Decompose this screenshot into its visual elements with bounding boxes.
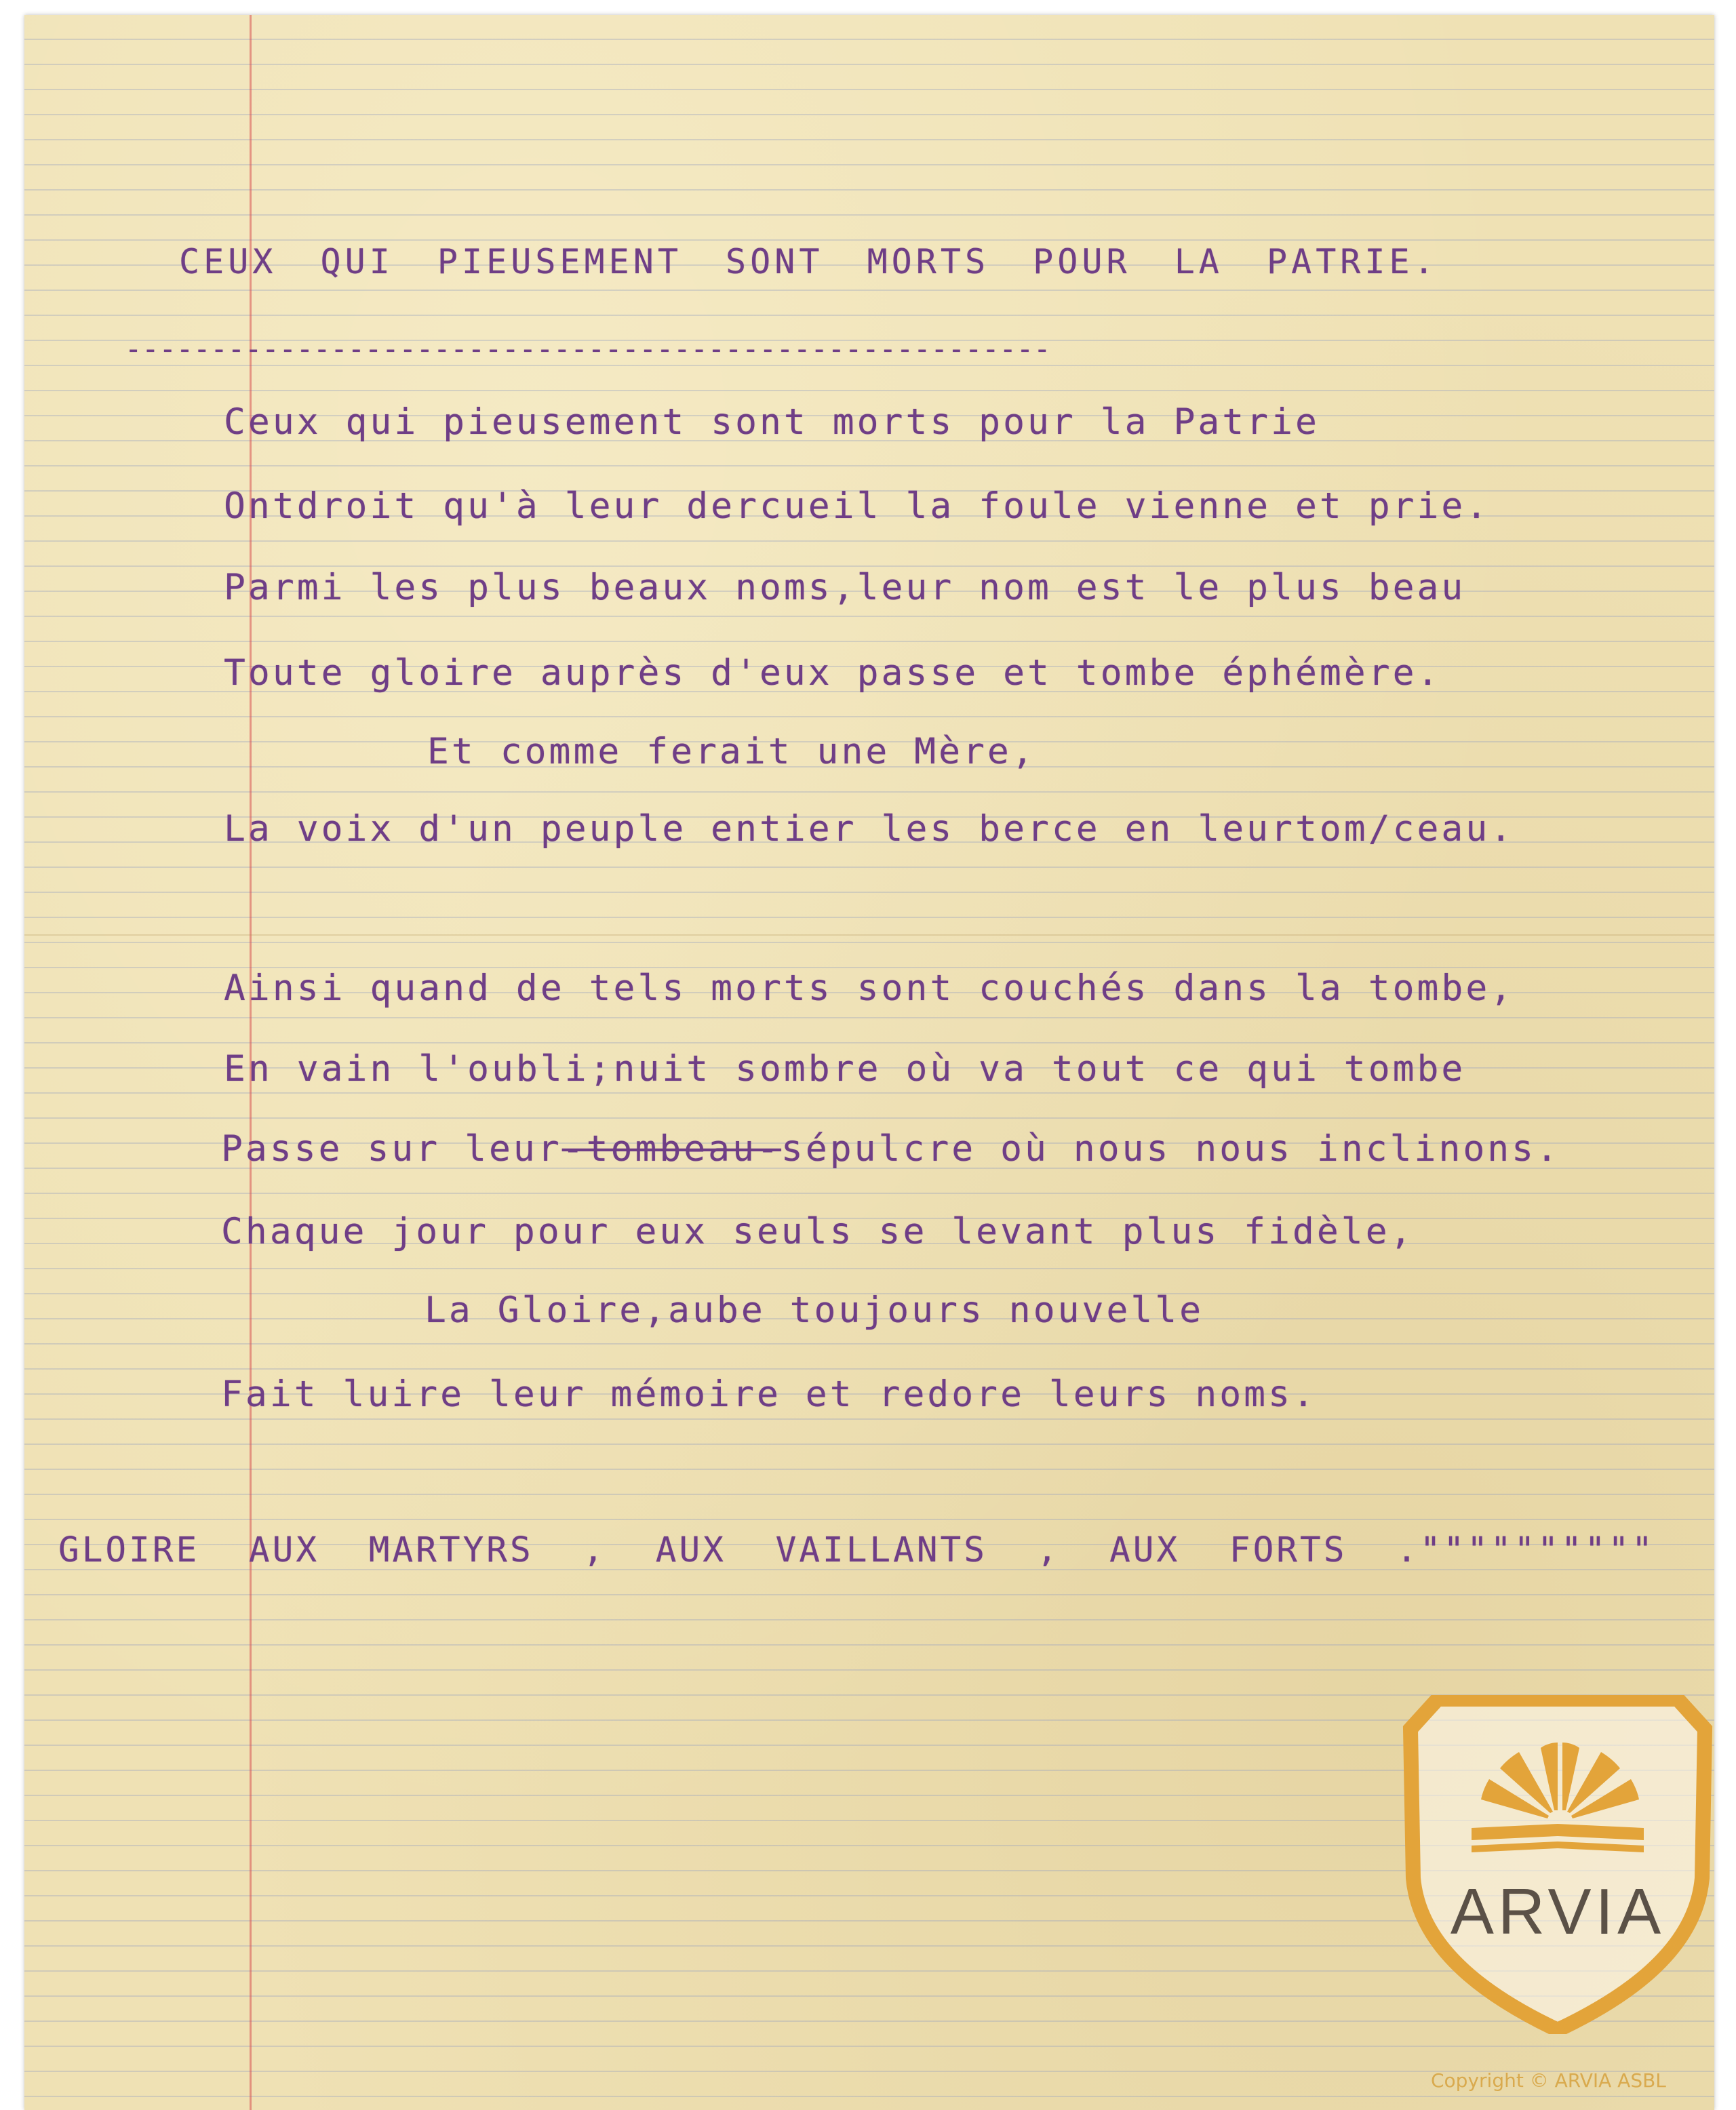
verse-2-5: La Gloire,aube toujours nouvelle bbox=[425, 1290, 1204, 1331]
copyright-notice: Copyright © ARVIA ASBL bbox=[1431, 2069, 1666, 2092]
verse-2-2: En vain l'oubli;nuit sombre où va tout ce qui tombe bbox=[224, 1048, 1466, 1090]
paper-fold bbox=[24, 934, 1714, 936]
verse-2-3-start: Passe sur leur bbox=[221, 1128, 562, 1170]
verse-1-5: Et comme ferait une Mère, bbox=[427, 731, 1036, 772]
title-underline: ------------------------------------------------------ bbox=[125, 332, 1051, 365]
logo-text: ARVIA bbox=[1450, 1875, 1665, 1948]
verse-1-2: Ontdroit qu'à leur dercueil la foule vienne et prie. bbox=[224, 485, 1491, 527]
verse-1-6: La voix d'un peuple entier les berce en leurtom/ceau. bbox=[224, 808, 1515, 850]
arvia-logo-badge bbox=[1397, 1695, 1718, 2034]
verse-1-4: Toute gloire auprès d'eux passe et tombe éphémère. bbox=[224, 652, 1442, 694]
verse-2-3 bbox=[221, 1128, 1560, 1170]
verse-2-4: Chaque jour pour eux seuls se levant plus fidèle, bbox=[221, 1211, 1415, 1252]
struck-word: -tombeau- bbox=[561, 1128, 781, 1170]
closing-line: GLOIRE AUX MARTYRS , AUX VAILLANTS , AUX FORTS ."""""""""" bbox=[58, 1530, 1655, 1570]
poem-title: CEUX QUI PIEUSEMENT SONT MORTS POUR LA PATRIE. bbox=[179, 242, 1438, 281]
verse-1-3: Parmi les plus beaux noms,leur nom est le plus beau bbox=[224, 567, 1466, 608]
verse-1-1: Ceux qui pieusement sont morts pour la Patrie bbox=[224, 401, 1320, 443]
verse-2-1: Ainsi quand de tels morts sont couchés dans la tombe, bbox=[224, 968, 1515, 1009]
verse-2-6: Fait luire leur mémoire et redore leurs noms. bbox=[221, 1374, 1317, 1415]
verse-2-3-end: sépulcre où nous nous inclinons. bbox=[781, 1128, 1560, 1170]
